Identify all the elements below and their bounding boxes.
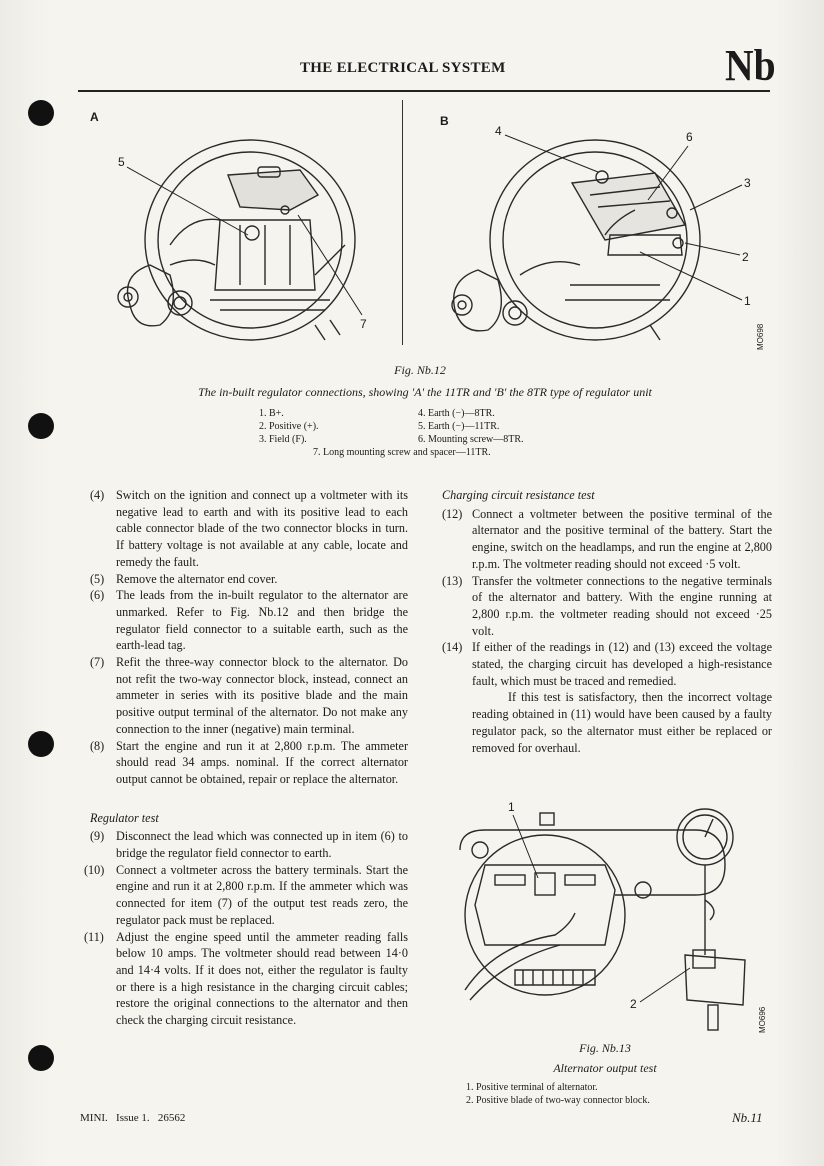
figure-code: MO696 (758, 1006, 767, 1033)
list-item: (11) Adjust the engine speed until the ammeter reading falls below 10 amps. The voltmeter should read between 14·0 and 14·4 volts. If it does not, either the regulator is faulty or there is a high resistance in the charging circuit cables; restore the original connections to the alternator and then check the charging circuit resistance. (84, 929, 408, 1028)
legend-item: 2. Positive (+). (259, 421, 319, 432)
panel-label-b: B (440, 114, 449, 128)
legend-item: 2. Positive blade of two-way connector block. (466, 1095, 650, 1106)
paragraph: If this test is satisfactory, then the incorrect voltage reading obtained in (11) would have been caused by a faulty regulator pack, so the alternator must either be replaced or removed for overhaul. (472, 690, 772, 755)
figure-legend-bottom: 7. Long mounting screw and spacer—11TR. (313, 447, 491, 458)
callout-7: 7 (360, 317, 367, 331)
figure-legend (466, 1081, 756, 1107)
callout-4: 4 (495, 124, 502, 138)
right-column (442, 487, 772, 756)
figure-caption: Alternator output test (553, 1061, 657, 1075)
figure-label: Fig. Nb.12 (394, 363, 446, 377)
list-item: (5) Remove the alternator end cover. (90, 571, 278, 586)
binder-hole (28, 1045, 54, 1071)
binder-hole (28, 413, 54, 439)
panel-label-a: A (90, 110, 99, 124)
legend-item: 5. Earth (−)—11TR. (418, 421, 500, 432)
list-item: (13) Transfer the voltmeter connections to the negative terminals of the alternator and battery. With the engine running at 2,800 r.p.m. the voltmeter reading should not exceed ·25 volt. (442, 573, 772, 638)
callout-2: 2 (742, 250, 749, 264)
callout-leaders-fig12 (0, 0, 824, 400)
legend-item: 1. Positive terminal of alternator. (466, 1082, 598, 1093)
list-item: (14) If either of the readings in (12) and (13) exceed the voltage stated, the charging circuit has developed a high-resistance fault, which must be traced and remedied. (442, 640, 772, 688)
callout-6: 6 (686, 130, 693, 144)
legend-item: 4. Earth (−)—8TR. (418, 408, 495, 419)
footer-left: MINI. Issue 1. 26562 (80, 1112, 186, 1124)
subheading-charging-test: Charging circuit resistance test (442, 488, 595, 502)
list-item: (12) Connect a voltmeter between the positive terminal of the alternator and the positive terminal of the battery. Start the engine, switch on the headlamps, and run the engine at 2,800 r.p.m. The voltmeter reading should not exceed ·5 volt. (442, 506, 772, 571)
figure-code: MO698 (756, 323, 765, 350)
footer-page-number: Nb.11 (732, 1110, 763, 1125)
figure-label: Fig. Nb.13 (579, 1041, 631, 1055)
list-item: (10) Connect a voltmeter across the battery terminals. Start the engine and run it at 2,800 r.p.m. If the ammeter which was connected for item (7) of the output test reads zero, the regulator pack must be replaced. (84, 862, 408, 927)
callout-2: 2 (630, 997, 637, 1011)
callout-3: 3 (744, 176, 751, 190)
callout-leaders-fig13 (0, 780, 824, 1040)
callout-5: 5 (118, 155, 125, 169)
list-item: (6) The leads from the in-built regulator to the alternator are unmarked. Refer to Fig. Nb.12 and then bridge the regulator field connector to a suitable earth, such as the earth-lead tag. (90, 588, 408, 653)
legend-item: 1. B+. (259, 408, 284, 419)
list-item: (8) Start the engine and run it at 2,800 r.p.m. The ammeter should read 34 amps. nominal. If the correct alternator output cannot be obtained, repair or replace the alternator. (90, 738, 408, 786)
page-title: THE ELECTRICAL SYSTEM (300, 60, 506, 76)
legend-item: 6. Mounting screw—8TR. (418, 434, 524, 445)
binder-hole (28, 731, 54, 757)
callout-1: 1 (744, 294, 751, 308)
figure-legend-left (259, 407, 409, 446)
list-item: (4) Switch on the ignition and connect up a voltmeter with its negative lead to earth and with its positive lead to each cable connector blade of the two connector blocks in turn. If battery voltage is not available at any cable, locate and remedy the fault. (90, 488, 408, 569)
subheading-regulator-test: Regulator test (90, 810, 159, 825)
figure-caption: The in-built regulator connections, showing 'A' the 11TR and 'B' the 8TR type of regulator unit (198, 385, 652, 399)
list-item: (7) Refit the three-way connector block to the alternator. Do not refit the two-way connector block, instead, connect an ammeter in series with its positive blade and the main positive output terminal of the alternator. Do not make any connection to the inner (negative) main terminal. (90, 655, 408, 736)
section-code: Nb (725, 41, 776, 90)
callout-1: 1 (508, 800, 515, 814)
figure-legend-right (418, 407, 578, 446)
legend-item: 3. Field (F). (259, 434, 307, 445)
list-item: (9) Disconnect the lead which was connected up in item (6) to bridge the regulator field connector to earth. (90, 829, 408, 861)
